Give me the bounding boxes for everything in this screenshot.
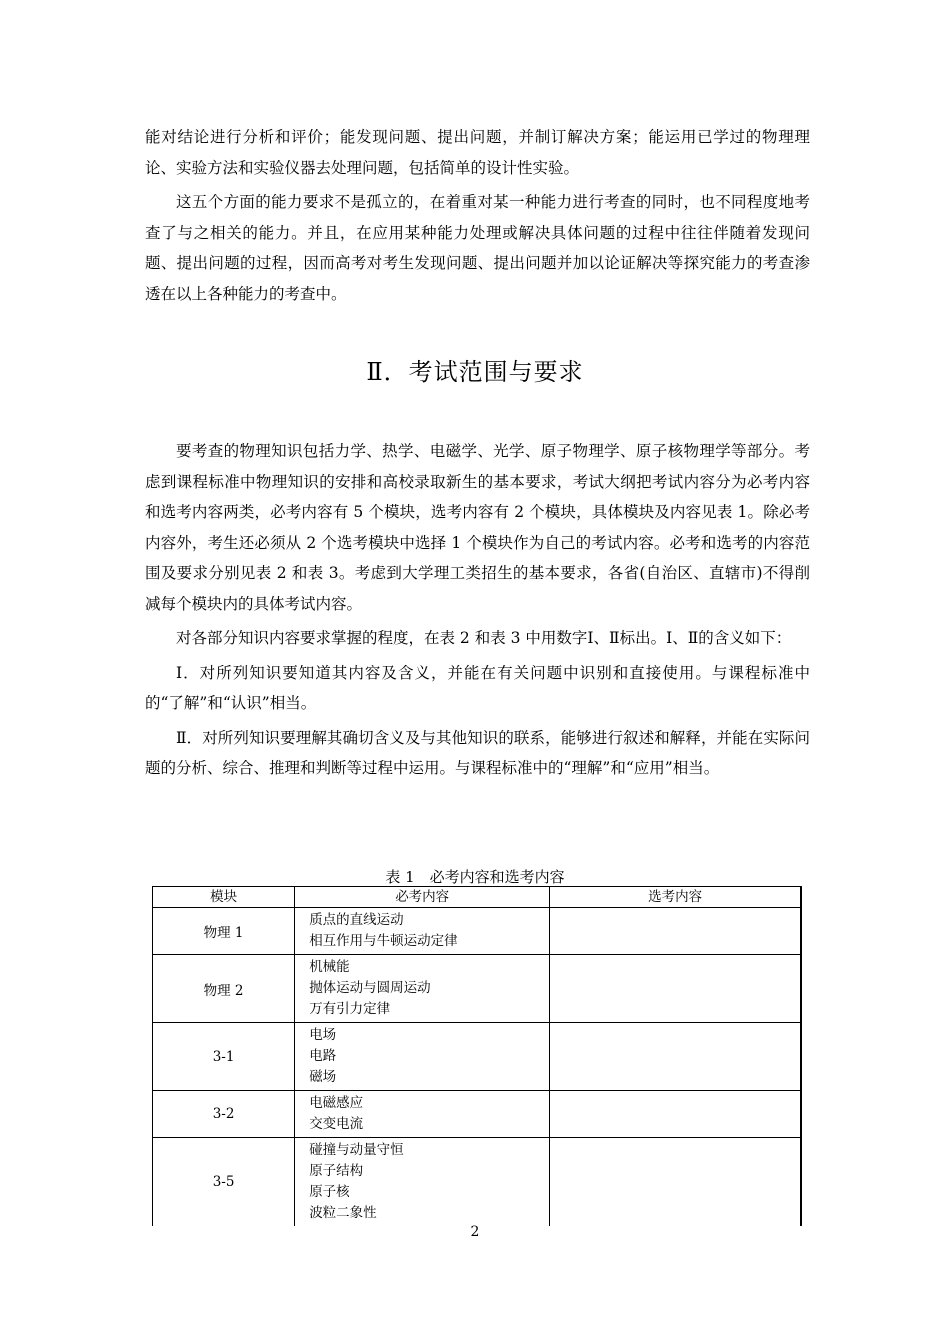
table-header-row bbox=[153, 887, 802, 908]
required-content bbox=[295, 955, 550, 1023]
paragraph-level-2: Ⅱ．对所列知识要理解其确切含义及与其他知识的联系，能够进行叙述和解释，并能在实际问题的分析、综合、推理和判断等过程中运用。与课程标准中的“理解”和“应用”相当。 bbox=[145, 728, 810, 777]
section-title: Ⅱ．考试范围与要求 bbox=[366, 358, 584, 386]
header-required: 必考内容 bbox=[295, 887, 550, 908]
table-row bbox=[153, 1138, 802, 1227]
module-name: 3-5 bbox=[153, 1138, 295, 1227]
optional-content bbox=[550, 955, 801, 1023]
table-row bbox=[153, 1023, 802, 1091]
module-name: 物理 2 bbox=[153, 955, 295, 1023]
header-optional: 选考内容 bbox=[550, 887, 801, 908]
required-item: 万有引力定律 bbox=[309, 1001, 391, 1017]
paragraph-continuation: 能对结论进行分析和评价；能发现问题、提出问题，并制订解决方案；能运用已学过的物理理论、实验方法和实验仪器去处理问题，包括简单的设计性实验。 bbox=[145, 128, 810, 177]
paragraph-ability-summary: 这五个方面的能力要求不是孤立的，在着重对某一种能力进行考查的同时，也不同程度地考查了与之相关的能力。并且，在应用某种能力处理或解决具体问题的过程中往往伴随着发现问题、提出问题的过程，因而高考对考生发现问题、提出问题并加以论证解决等探究能力的考查渗透在以上各种能力的考查中。 bbox=[145, 193, 810, 303]
required-item: 波粒二象性 bbox=[309, 1205, 377, 1221]
required-item: 质点的直线运动 bbox=[309, 912, 404, 928]
module-name: 3-2 bbox=[153, 1091, 295, 1138]
paragraph-levels: 对各部分知识内容要求掌握的程度，在表 2 和表 3 中用数字Ⅰ、Ⅱ标出。Ⅰ、Ⅱ的含义如下： bbox=[176, 629, 792, 647]
required-item: 电场 bbox=[309, 1027, 337, 1043]
required-item: 交变电流 bbox=[309, 1116, 364, 1132]
required-content bbox=[295, 1138, 550, 1227]
required-item: 电路 bbox=[309, 1048, 337, 1064]
optional-content bbox=[550, 1138, 801, 1227]
module-name: 3-1 bbox=[153, 1023, 295, 1091]
optional-content bbox=[550, 908, 801, 955]
required-content bbox=[295, 908, 550, 955]
required-item: 电磁感应 bbox=[309, 1095, 364, 1111]
body-text-block bbox=[145, 436, 810, 788]
required-item: 抛体运动与圆周运动 bbox=[309, 980, 431, 996]
module-table bbox=[152, 886, 802, 1226]
table-row bbox=[153, 1091, 802, 1138]
optional-content bbox=[550, 1023, 801, 1091]
paragraph-scope: 要考查的物理知识包括力学、热学、电磁学、光学、原子物理学、原子核物理学等部分。考虑到课程标准中物理知识的安排和高校录取新生的基本要求，考试大纲把考试内容分为必考内容和选考内容两类，必考内容有 5 个模块，选考内容有 2 个模块，具体模块及内容见表 1。除必考内容外，考生还必须从 2 个选考模块中选择 1 个模块作为自己的考试内容。必考和选考的内容范围及要求分别见表 2 和表 3。考虑到大学理工类招生的基本要求，各省(自治区、直辖市)不得削减每个模块内的具体考试内容。 bbox=[145, 442, 810, 613]
table-row bbox=[153, 908, 802, 955]
required-item: 原子结构 bbox=[309, 1163, 364, 1179]
header-module: 模块 bbox=[153, 887, 295, 908]
top-text-block bbox=[145, 122, 810, 313]
required-item: 碰撞与动量守恒 bbox=[309, 1142, 404, 1158]
required-item: 机械能 bbox=[309, 959, 350, 975]
required-content bbox=[295, 1023, 550, 1091]
module-name: 物理 1 bbox=[153, 908, 295, 955]
page-number: 2 bbox=[470, 1224, 480, 1240]
table-row bbox=[153, 955, 802, 1023]
optional-content bbox=[550, 1091, 801, 1138]
required-item: 磁场 bbox=[309, 1069, 337, 1085]
required-content bbox=[295, 1091, 550, 1138]
paragraph-level-1: Ⅰ．对所列知识要知道其内容及含义，并能在有关问题中识别和直接使用。与课程标准中的“了解”和“认识”相当。 bbox=[145, 663, 810, 712]
required-item: 原子核 bbox=[309, 1184, 350, 1200]
required-item: 相互作用与牛顿运动定律 bbox=[309, 933, 458, 949]
table-caption: 表 1 必考内容和选考内容 bbox=[385, 868, 565, 886]
